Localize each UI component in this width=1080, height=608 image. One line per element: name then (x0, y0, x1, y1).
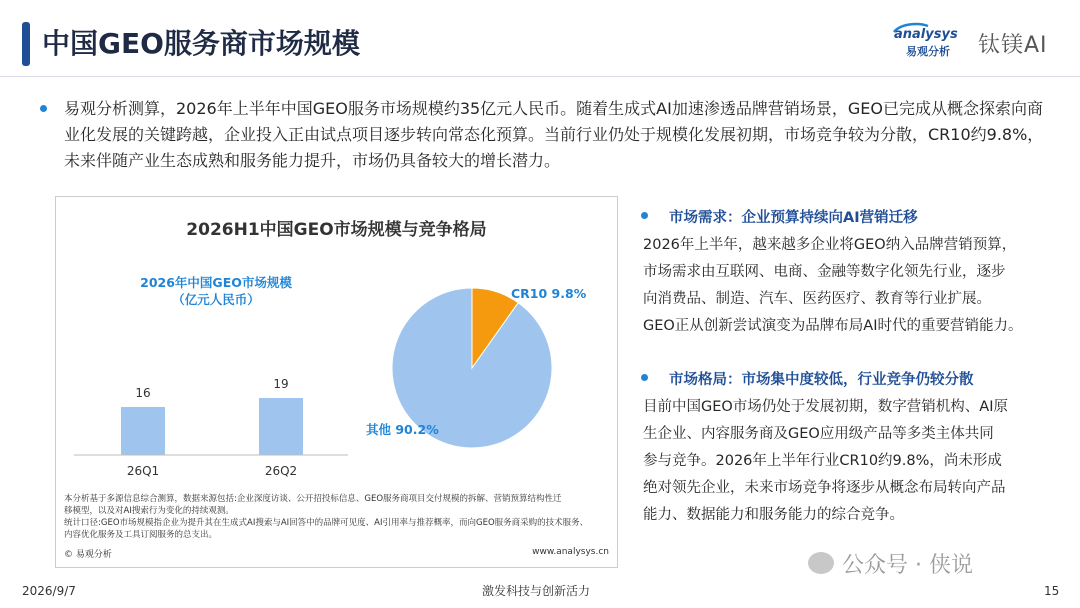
analysys-logo-icon (888, 20, 968, 60)
chart-footnote-line: 内容优化服务及工具订阅服务的总支出。 (64, 530, 218, 540)
section-line: 市场需求由互联网、电商、金融等数字化领先行业，逐步 (643, 264, 1006, 280)
section-body (643, 232, 1053, 340)
chart-footnote-line: 统计口径:GEO市场规模指企业为提升其在生成式AI搜索与AI回答中的品牌可见度、AI引用率与推荐概率，而向GEO服务商采购的技术服务、 (64, 518, 589, 528)
chart-panel (55, 196, 618, 568)
partner-logo: 钛镁AI (978, 33, 1048, 58)
section-line: 能力、数据能力和服务能力的综合竞争。 (643, 507, 904, 523)
pie-label: 其他 90.2% (366, 422, 439, 437)
section-line: 参与竞争。2026年上半年行业CR10约9.8%，尚未形成 (643, 453, 1002, 469)
section-line: 目前中国GEO市场仍处于发展初期，数字营销机构、AI原 (643, 399, 1009, 415)
intro-bullet (40, 105, 47, 112)
logo-brand: analysys (894, 27, 958, 42)
section-line: 绝对领先企业，未来市场竞争将逐步从概念布局转向产品 (643, 480, 1006, 496)
analysys-logo (888, 20, 968, 60)
wechat-icon (808, 552, 834, 574)
bar-value-label: 19 (273, 377, 289, 391)
chart-footnote-line: 本分析基于多源信息综合测算，数据来源包括:企业深度访谈、公开招投标信息、GEO服务商项目交付规模的拆解、营销预算结构性迁 (64, 494, 562, 504)
chart-canvas (56, 197, 617, 497)
page-number: 15 (1044, 584, 1060, 598)
intro-text: 易观分析测算，2026年上半年中国GEO服务市场规模约35亿元人民币。随着生成式AI加速渗透品牌营销场景，GEO已完成从概念探索向商业化发展的关键跨越，企业投入正由试点项目逐步转向常态化预算。当前行业仍处于规模化发展初期，市场竞争较为分散，CR10约9.8%，未来伴随产业生态成熟和服务能力提升，市场仍具备较大的增长潜力。 (64, 99, 1044, 170)
chart-footnote (64, 493, 609, 541)
section-heading: 市场需求：企业预算持续向AI营销迁移 (669, 210, 918, 226)
bar-chart-title: （亿元人民币） (172, 292, 260, 307)
footer-date: 2026/9/7 (22, 584, 76, 598)
x-tick-label: 26Q2 (264, 464, 298, 478)
chart-footnote-line: 移模型，以及对AI搜索行为变化的持续观测。 (64, 506, 234, 516)
page-title: 中国GEO服务商市场规模 (42, 27, 360, 60)
bar-value-label: 16 (135, 386, 151, 400)
footer-slogan: 激发科技与创新活力 (482, 584, 591, 598)
watermark-text: 公众号 · 侠说 (842, 553, 973, 578)
section-body (643, 394, 1053, 529)
bar-chart-title: 2026年中国GEO市场规模 (140, 275, 292, 290)
section-line: 向消费品、制造、汽车、医药医疗、教育等行业扩展。 (643, 291, 991, 307)
bar-mark (121, 407, 165, 455)
x-tick-label: 26Q1 (126, 464, 160, 478)
section-heading: 市场格局：市场集中度较低，行业竞争仍较分散 (669, 372, 974, 388)
section-bullet (641, 212, 648, 219)
header-divider (0, 76, 1080, 77)
intro-paragraph (40, 96, 1050, 174)
chart-panel-title: 2026H1中国GEO市场规模与竞争格局 (186, 220, 487, 240)
section-line: 生企业、内容服务商及GEO应用级产品等多类主体共同 (643, 426, 994, 442)
pie-label: CR10 9.8% (511, 286, 587, 301)
title-accent-bar (22, 22, 30, 66)
section-bullet (641, 374, 648, 381)
section-line: GEO正从创新尝试演变为品牌布局AI时代的重要营销能力。 (643, 318, 1023, 334)
bar-mark (259, 398, 303, 455)
logo-sub: 易观分析 (906, 45, 950, 58)
chart-website: www.analysys.cn (532, 547, 609, 557)
section-line: 2026年上半年，越来越多企业将GEO纳入品牌营销预算， (643, 237, 1017, 253)
chart-copyright: © 易观分析 (64, 550, 112, 560)
